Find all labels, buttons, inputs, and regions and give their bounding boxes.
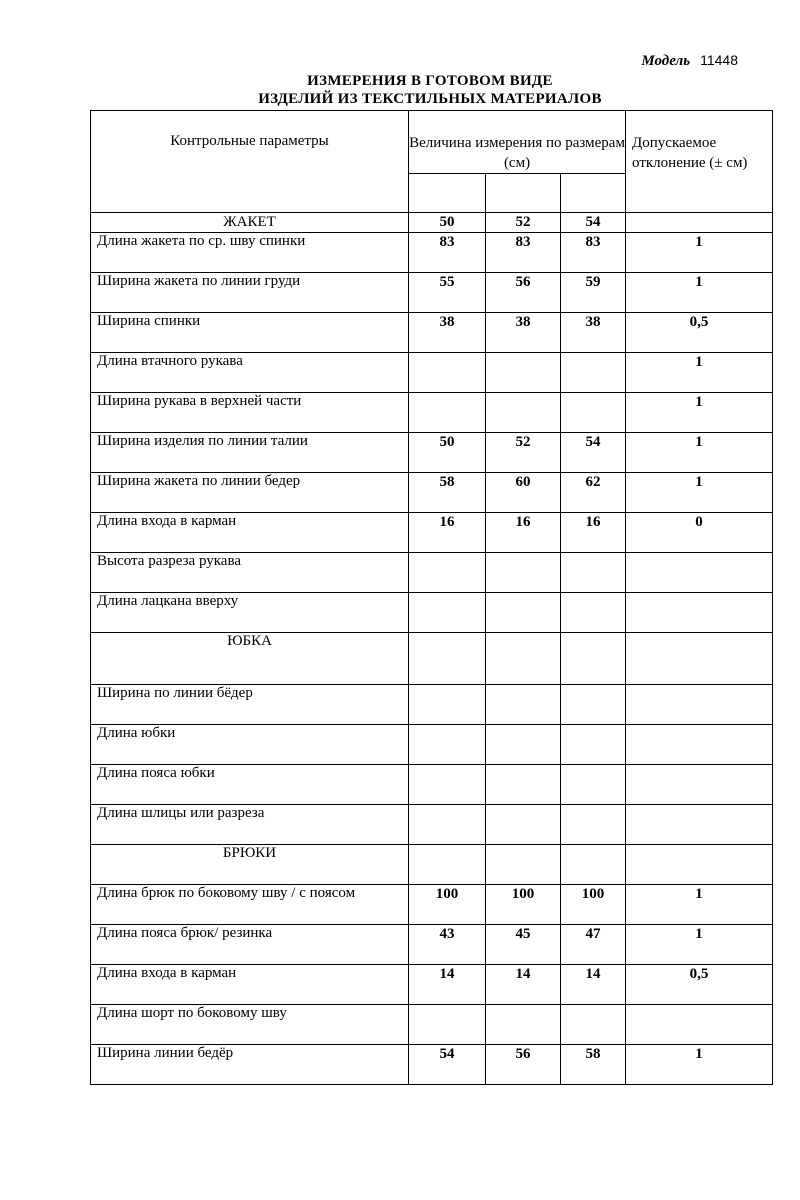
empty-cell (486, 845, 561, 885)
param-cell: Ширина жакета по линии груди (91, 273, 409, 313)
value-cell (561, 725, 626, 765)
section-label-trousers: БРЮКИ (91, 845, 409, 885)
value-cell: 45 (486, 925, 561, 965)
table-row (91, 273, 773, 313)
document-title-line-1: ИЗМЕРЕНИЯ В ГОТОВОМ ВИДЕ (307, 73, 553, 89)
value-cell (486, 805, 561, 845)
tolerance-cell: 1 (626, 393, 773, 433)
value-cell: 38 (409, 313, 486, 353)
value-cell (561, 765, 626, 805)
tolerance-cell: 1 (626, 1045, 773, 1085)
value-cell (486, 765, 561, 805)
tolerance-cell (626, 805, 773, 845)
param-cell: Длина брюк по боковому шву / с поясом (91, 885, 409, 925)
value-cell: 54 (409, 1045, 486, 1085)
value-cell: 16 (409, 513, 486, 553)
tolerance-cell (626, 685, 773, 725)
empty-cell (409, 845, 486, 885)
table-row (91, 925, 773, 965)
param-cell: Длина лацкана вверху (91, 593, 409, 633)
table-row (91, 553, 773, 593)
param-cell: Длина шорт по боковому шву (91, 1005, 409, 1045)
param-cell: Длина пояса брюк/ резинка (91, 925, 409, 965)
value-cell: 100 (486, 885, 561, 925)
value-cell (409, 393, 486, 433)
param-cell: Длина жакета по ср. шву спинки (91, 233, 409, 273)
tolerance-cell (626, 1005, 773, 1045)
value-cell: 52 (486, 433, 561, 473)
header-size-empty-cell (486, 174, 561, 213)
value-cell: 47 (561, 925, 626, 965)
value-cell: 14 (486, 965, 561, 1005)
model-label: Модель (641, 53, 691, 69)
value-cell (409, 553, 486, 593)
table-row (91, 313, 773, 353)
param-cell: Длина шлицы или разреза (91, 805, 409, 845)
value-cell (409, 805, 486, 845)
section-row-skirt (91, 633, 773, 685)
table-row (91, 233, 773, 273)
value-cell (486, 353, 561, 393)
value-cell: 14 (561, 965, 626, 1005)
model-caption (641, 52, 738, 70)
value-cell: 83 (409, 233, 486, 273)
tolerance-cell: 1 (626, 353, 773, 393)
value-cell: 54 (561, 433, 626, 473)
table-row (91, 685, 773, 725)
header-size-empty-cell (409, 174, 486, 213)
tolerance-cell: 1 (626, 473, 773, 513)
document-title-line-2: ИЗДЕЛИЙ ИЗ ТЕКСТИЛЬНЫХ МАТЕРИАЛОВ (258, 91, 602, 107)
header-tolerance: Допускаемое отклонение (± см) (626, 111, 773, 213)
table-row (91, 593, 773, 633)
value-cell (561, 685, 626, 725)
value-cell: 38 (486, 313, 561, 353)
table-row (91, 965, 773, 1005)
value-cell (561, 593, 626, 633)
tolerance-cell: 1 (626, 925, 773, 965)
value-cell (486, 725, 561, 765)
value-cell: 56 (486, 273, 561, 313)
value-cell: 16 (561, 513, 626, 553)
table-row (91, 805, 773, 845)
value-cell (486, 685, 561, 725)
param-cell: Ширина линии бедёр (91, 1045, 409, 1085)
empty-cell (409, 633, 486, 685)
value-cell (561, 553, 626, 593)
tolerance-cell: 1 (626, 273, 773, 313)
tolerance-cell (626, 593, 773, 633)
section-label-skirt: ЮБКА (91, 633, 409, 685)
value-cell: 38 (561, 313, 626, 353)
value-cell: 83 (561, 233, 626, 273)
value-cell (409, 593, 486, 633)
value-cell (486, 393, 561, 433)
value-cell: 43 (409, 925, 486, 965)
tolerance-cell: 1 (626, 885, 773, 925)
param-cell: Ширина рукава в верхней части (91, 393, 409, 433)
empty-cell (626, 633, 773, 685)
value-cell (561, 393, 626, 433)
value-cell: 100 (409, 885, 486, 925)
value-cell (409, 725, 486, 765)
param-cell: Длина втачного рукава (91, 353, 409, 393)
value-cell: 59 (561, 273, 626, 313)
table-row (91, 725, 773, 765)
header-size-empty-cell (561, 174, 626, 213)
tolerance-cell (626, 553, 773, 593)
header-param: Контрольные параметры (91, 111, 409, 213)
table-row (91, 473, 773, 513)
value-cell (561, 805, 626, 845)
tolerance-cell: 0 (626, 513, 773, 553)
section-label-jacket: ЖАКЕТ (91, 213, 409, 233)
tolerance-cell (626, 725, 773, 765)
param-cell: Ширина по линии бёдер (91, 685, 409, 725)
value-cell (486, 593, 561, 633)
param-cell: Длина входа в карман (91, 513, 409, 553)
table-row (91, 353, 773, 393)
param-cell: Длина юбки (91, 725, 409, 765)
value-cell: 14 (409, 965, 486, 1005)
empty-cell (561, 845, 626, 885)
value-cell: 16 (486, 513, 561, 553)
value-cell: 58 (409, 473, 486, 513)
value-cell: 55 (409, 273, 486, 313)
table-row (91, 433, 773, 473)
measurement-table (90, 110, 773, 1085)
table-row (91, 393, 773, 433)
jacket-size: 50 (409, 213, 486, 233)
value-cell: 50 (409, 433, 486, 473)
tolerance-cell: 0,5 (626, 965, 773, 1005)
param-cell: Высота разреза рукава (91, 553, 409, 593)
value-cell (486, 1005, 561, 1045)
table-row (91, 765, 773, 805)
table-row (91, 885, 773, 925)
param-cell: Ширина спинки (91, 313, 409, 353)
jacket-size: 52 (486, 213, 561, 233)
model-number: 11448 (700, 52, 738, 68)
value-cell (561, 353, 626, 393)
value-cell (486, 553, 561, 593)
param-cell: Ширина изделия по линии талии (91, 433, 409, 473)
param-cell: Длина пояса юбки (91, 765, 409, 805)
tolerance-cell: 1 (626, 233, 773, 273)
empty-cell (626, 845, 773, 885)
value-cell: 83 (486, 233, 561, 273)
value-cell (409, 765, 486, 805)
tolerance-cell: 1 (626, 433, 773, 473)
param-cell: Длина входа в карман (91, 965, 409, 1005)
value-cell (409, 1005, 486, 1045)
tolerance-cell (626, 765, 773, 805)
value-cell: 62 (561, 473, 626, 513)
empty-cell (561, 633, 626, 685)
tolerance-cell: 0,5 (626, 313, 773, 353)
tolerance-cell (626, 213, 773, 233)
table-row (91, 513, 773, 553)
section-row-trousers (91, 845, 773, 885)
header-size: Величина измерения по размерам (см) (409, 111, 626, 174)
value-cell (409, 353, 486, 393)
value-cell (561, 1005, 626, 1045)
empty-cell (486, 633, 561, 685)
value-cell: 58 (561, 1045, 626, 1085)
value-cell: 60 (486, 473, 561, 513)
jacket-size: 54 (561, 213, 626, 233)
table-row (91, 1005, 773, 1045)
table-row (91, 1045, 773, 1085)
value-cell: 56 (486, 1045, 561, 1085)
value-cell: 100 (561, 885, 626, 925)
param-cell: Ширина жакета по линии бедер (91, 473, 409, 513)
value-cell (409, 685, 486, 725)
